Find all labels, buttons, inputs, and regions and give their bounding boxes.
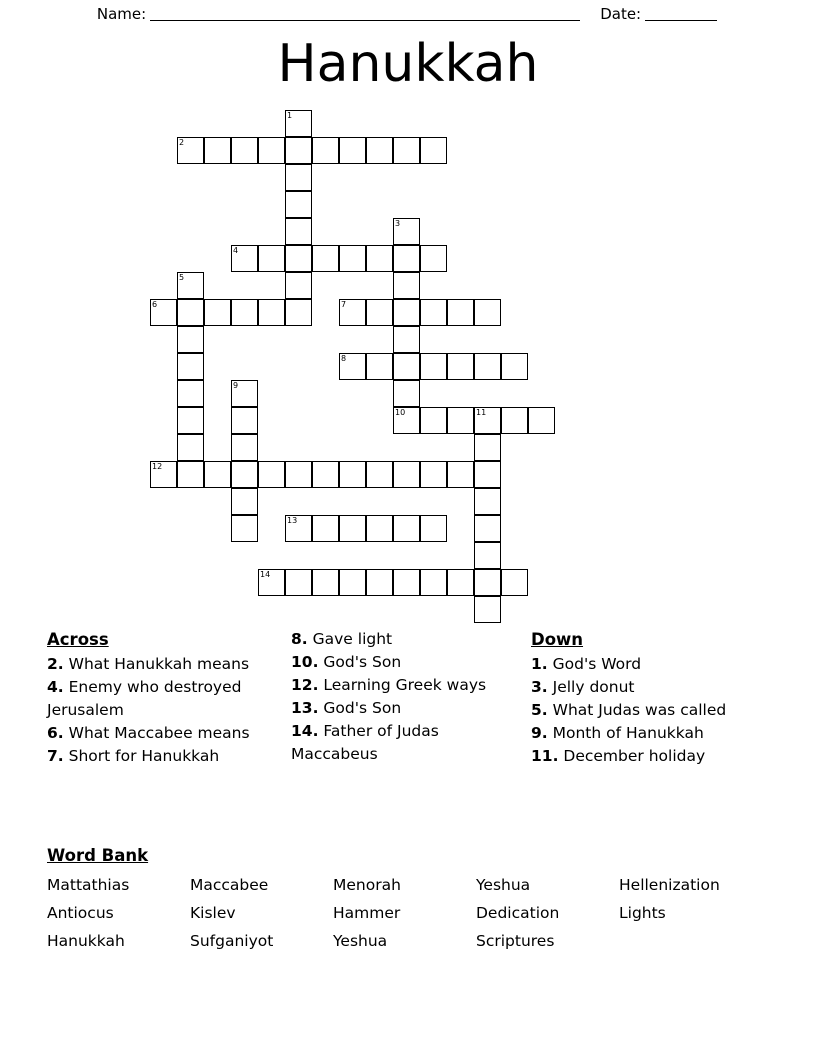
- crossword-cell[interactable]: [366, 461, 393, 488]
- word-bank-item: Hammer: [333, 904, 401, 922]
- word-bank-item: Antiocus: [47, 904, 114, 922]
- crossword-cell-number: 12: [152, 462, 163, 471]
- crossword-cell[interactable]: [285, 137, 312, 164]
- clue-item-down-5: [531, 699, 771, 722]
- crossword-cell[interactable]: [150, 461, 177, 488]
- crossword-cell-number: 2: [179, 138, 185, 147]
- crossword-cell[interactable]: [339, 137, 366, 164]
- crossword-cell[interactable]: [447, 299, 474, 326]
- down-heading: Down: [531, 630, 584, 649]
- crossword-cell-number: 8: [341, 354, 347, 363]
- crossword-cell[interactable]: [501, 353, 528, 380]
- clue-text: Gave light: [312, 630, 393, 648]
- word-bank-item: Kislev: [190, 904, 236, 922]
- clue-item-down-3: [531, 676, 771, 699]
- crossword-cell[interactable]: [474, 542, 501, 569]
- crossword-cell[interactable]: [204, 137, 231, 164]
- crossword-cell[interactable]: [177, 407, 204, 434]
- crossword-cell[interactable]: [366, 299, 393, 326]
- clue-text: What Judas was called: [552, 701, 727, 719]
- word-bank-item: Dedication: [476, 904, 560, 922]
- clue-text: Short for Hanukkah: [68, 747, 220, 765]
- word-bank-item: Hellenization: [619, 876, 720, 894]
- crossword-cell[interactable]: [366, 137, 393, 164]
- clue-text: Enemy who destroyed Jerusalem: [47, 678, 242, 719]
- clue-text: Jelly donut: [552, 678, 635, 696]
- clue-item-across-6: [47, 722, 279, 745]
- clue-number: 1.: [531, 655, 548, 673]
- crossword-cell[interactable]: [312, 569, 339, 596]
- crossword-cell[interactable]: [420, 137, 447, 164]
- crossword-cell[interactable]: [420, 299, 447, 326]
- word-bank-item: Yeshua: [476, 876, 531, 894]
- crossword-cell[interactable]: [204, 299, 231, 326]
- crossword-cell-number: 5: [179, 273, 185, 282]
- clue-text: God's Son: [323, 653, 402, 671]
- crossword-cell[interactable]: [285, 164, 312, 191]
- crossword-cell[interactable]: [420, 515, 447, 542]
- clue-number: 10.: [291, 653, 319, 671]
- crossword-cell[interactable]: [231, 461, 258, 488]
- crossword-cell[interactable]: [474, 569, 501, 596]
- clue-text: Learning Greek ways: [323, 676, 487, 694]
- word-bank-item: Sufganiyot: [190, 932, 274, 950]
- crossword-cell[interactable]: [339, 299, 366, 326]
- clue-number: 11.: [531, 747, 559, 765]
- crossword-cell[interactable]: [177, 353, 204, 380]
- crossword-cell[interactable]: [474, 434, 501, 461]
- crossword-cell[interactable]: [474, 596, 501, 623]
- crossword-cell[interactable]: [501, 407, 528, 434]
- crossword-cell[interactable]: [231, 137, 258, 164]
- crossword-cell-number: 7: [341, 300, 347, 309]
- crossword-cell[interactable]: [312, 137, 339, 164]
- clues-section: [0, 628, 816, 818]
- crossword-cell[interactable]: [447, 569, 474, 596]
- crossword-cell[interactable]: [231, 299, 258, 326]
- crossword-cell[interactable]: [285, 218, 312, 245]
- crossword-cell-number: 11: [476, 408, 487, 417]
- crossword-cell[interactable]: [420, 245, 447, 272]
- clue-number: 3.: [531, 678, 548, 696]
- crossword-cell[interactable]: [447, 461, 474, 488]
- word-bank-item: Menorah: [333, 876, 401, 894]
- down-clues-column: [531, 628, 771, 768]
- crossword-cell[interactable]: [393, 407, 420, 434]
- crossword-cell[interactable]: [177, 380, 204, 407]
- clue-item-across-10: [291, 651, 513, 674]
- crossword-cell[interactable]: [285, 272, 312, 299]
- crossword-cell[interactable]: [366, 245, 393, 272]
- crossword-cell[interactable]: [474, 407, 501, 434]
- crossword-cell[interactable]: [420, 407, 447, 434]
- crossword-cell[interactable]: [312, 461, 339, 488]
- across-clues-column-2: [291, 628, 513, 766]
- crossword-cell[interactable]: [177, 434, 204, 461]
- crossword-cell[interactable]: [177, 137, 204, 164]
- crossword-cell[interactable]: [231, 380, 258, 407]
- clue-number: 12.: [291, 676, 319, 694]
- clue-number: 13.: [291, 699, 319, 717]
- crossword-cell-number: 6: [152, 300, 158, 309]
- crossword-cell[interactable]: [393, 380, 420, 407]
- crossword-cell[interactable]: [285, 461, 312, 488]
- name-label: Name:: [96, 5, 147, 23]
- clue-item-across-2: [47, 653, 279, 676]
- clue-number: 14.: [291, 722, 319, 740]
- crossword-cell[interactable]: [420, 461, 447, 488]
- clue-item-across-4: [47, 676, 279, 722]
- clue-item-across-12: [291, 674, 513, 697]
- word-bank-item: Yeshua: [333, 932, 388, 950]
- word-bank-heading: Word Bank: [47, 846, 149, 865]
- crossword-cell[interactable]: [177, 272, 204, 299]
- crossword-cell[interactable]: [312, 515, 339, 542]
- crossword-cell[interactable]: [258, 461, 285, 488]
- crossword-cell[interactable]: [474, 461, 501, 488]
- clue-number: 7.: [47, 747, 64, 765]
- crossword-cell[interactable]: [420, 569, 447, 596]
- crossword-cell[interactable]: [474, 353, 501, 380]
- clue-item-across-13: [291, 697, 513, 720]
- clue-text: What Hanukkah means: [68, 655, 250, 673]
- crossword-cell-number: 14: [260, 570, 271, 579]
- crossword-cell[interactable]: [393, 461, 420, 488]
- crossword-cell[interactable]: [393, 326, 420, 353]
- crossword-cell-number: 4: [233, 246, 239, 255]
- crossword-cell[interactable]: [285, 191, 312, 218]
- crossword-cell[interactable]: [177, 326, 204, 353]
- clue-item-across-8: [291, 628, 513, 651]
- crossword-cell[interactable]: [420, 353, 447, 380]
- crossword-cell[interactable]: [231, 488, 258, 515]
- crossword-cell[interactable]: [177, 461, 204, 488]
- across-clues-column-1: [47, 628, 279, 768]
- crossword-cell[interactable]: [447, 407, 474, 434]
- clue-item-across-7: [47, 745, 279, 768]
- crossword-cell-number: 9: [233, 381, 239, 390]
- word-bank-item: Hanukkah: [47, 932, 125, 950]
- crossword-cell[interactable]: [393, 515, 420, 542]
- crossword-cell[interactable]: [393, 245, 420, 272]
- crossword-cell[interactable]: [258, 569, 285, 596]
- crossword-cell[interactable]: [285, 299, 312, 326]
- clue-number: 4.: [47, 678, 64, 696]
- crossword-cell[interactable]: [366, 569, 393, 596]
- clue-item-down-1: [531, 653, 771, 676]
- clue-number: 8.: [291, 630, 308, 648]
- word-bank-item: Maccabee: [190, 876, 269, 894]
- crossword-cell[interactable]: [177, 299, 204, 326]
- clue-text: What Maccabee means: [68, 724, 250, 742]
- crossword-cell[interactable]: [366, 353, 393, 380]
- word-bank-section: [47, 843, 787, 955]
- crossword-cell[interactable]: [231, 434, 258, 461]
- crossword-cell-number: 13: [287, 516, 298, 525]
- crossword-cell[interactable]: [393, 299, 420, 326]
- clue-number: 2.: [47, 655, 64, 673]
- clue-text: God's Word: [552, 655, 642, 673]
- crossword-cell[interactable]: [285, 110, 312, 137]
- clue-item-across-14: [291, 720, 513, 766]
- crossword-cell[interactable]: [339, 515, 366, 542]
- clue-text: Month of Hanukkah: [552, 724, 704, 742]
- crossword-cell[interactable]: [528, 407, 555, 434]
- crossword-cell[interactable]: [474, 515, 501, 542]
- clue-number: 9.: [531, 724, 548, 742]
- crossword-cell[interactable]: [231, 245, 258, 272]
- crossword-cell[interactable]: [339, 245, 366, 272]
- crossword-cell[interactable]: [474, 488, 501, 515]
- word-bank-item: Mattathias: [47, 876, 130, 894]
- crossword-cell[interactable]: [231, 515, 258, 542]
- crossword-cell[interactable]: [204, 461, 231, 488]
- crossword-cell[interactable]: [285, 569, 312, 596]
- clue-item-down-11: [531, 745, 771, 768]
- crossword-cell-number: 10: [395, 408, 406, 417]
- clue-number: 6.: [47, 724, 64, 742]
- crossword-cell[interactable]: [231, 407, 258, 434]
- across-heading: Across: [47, 630, 109, 649]
- clue-text: God's Son: [323, 699, 402, 717]
- crossword-cell[interactable]: [258, 245, 285, 272]
- crossword-cell[interactable]: [150, 299, 177, 326]
- crossword-cell[interactable]: [339, 353, 366, 380]
- word-bank-item: Scriptures: [476, 932, 555, 950]
- clue-number: 5.: [531, 701, 548, 719]
- word-bank-grid: [47, 871, 787, 955]
- crossword-cell[interactable]: [285, 515, 312, 542]
- crossword-cell[interactable]: [393, 353, 420, 380]
- clue-text: December holiday: [563, 747, 706, 765]
- clue-text: Father of Judas Maccabeus: [291, 722, 439, 763]
- crossword-cell[interactable]: [447, 353, 474, 380]
- crossword-cell-number: 3: [395, 219, 401, 228]
- crossword-cell[interactable]: [339, 461, 366, 488]
- date-label: Date:: [600, 5, 642, 23]
- page-title: Hanukkah: [277, 34, 539, 94]
- clue-item-down-9: [531, 722, 771, 745]
- crossword-cell[interactable]: [474, 299, 501, 326]
- crossword-cell[interactable]: [366, 515, 393, 542]
- crossword-cell[interactable]: [393, 272, 420, 299]
- crossword-cell[interactable]: [501, 569, 528, 596]
- crossword-cell[interactable]: [393, 218, 420, 245]
- word-bank-item: Lights: [619, 904, 666, 922]
- crossword-cell[interactable]: [285, 245, 312, 272]
- crossword-cell[interactable]: [312, 245, 339, 272]
- crossword-cell[interactable]: [339, 569, 366, 596]
- crossword-cell[interactable]: [393, 137, 420, 164]
- crossword-cell-number: 1: [287, 111, 293, 120]
- crossword-cell[interactable]: [258, 137, 285, 164]
- crossword-cell[interactable]: [393, 569, 420, 596]
- crossword-cell[interactable]: [258, 299, 285, 326]
